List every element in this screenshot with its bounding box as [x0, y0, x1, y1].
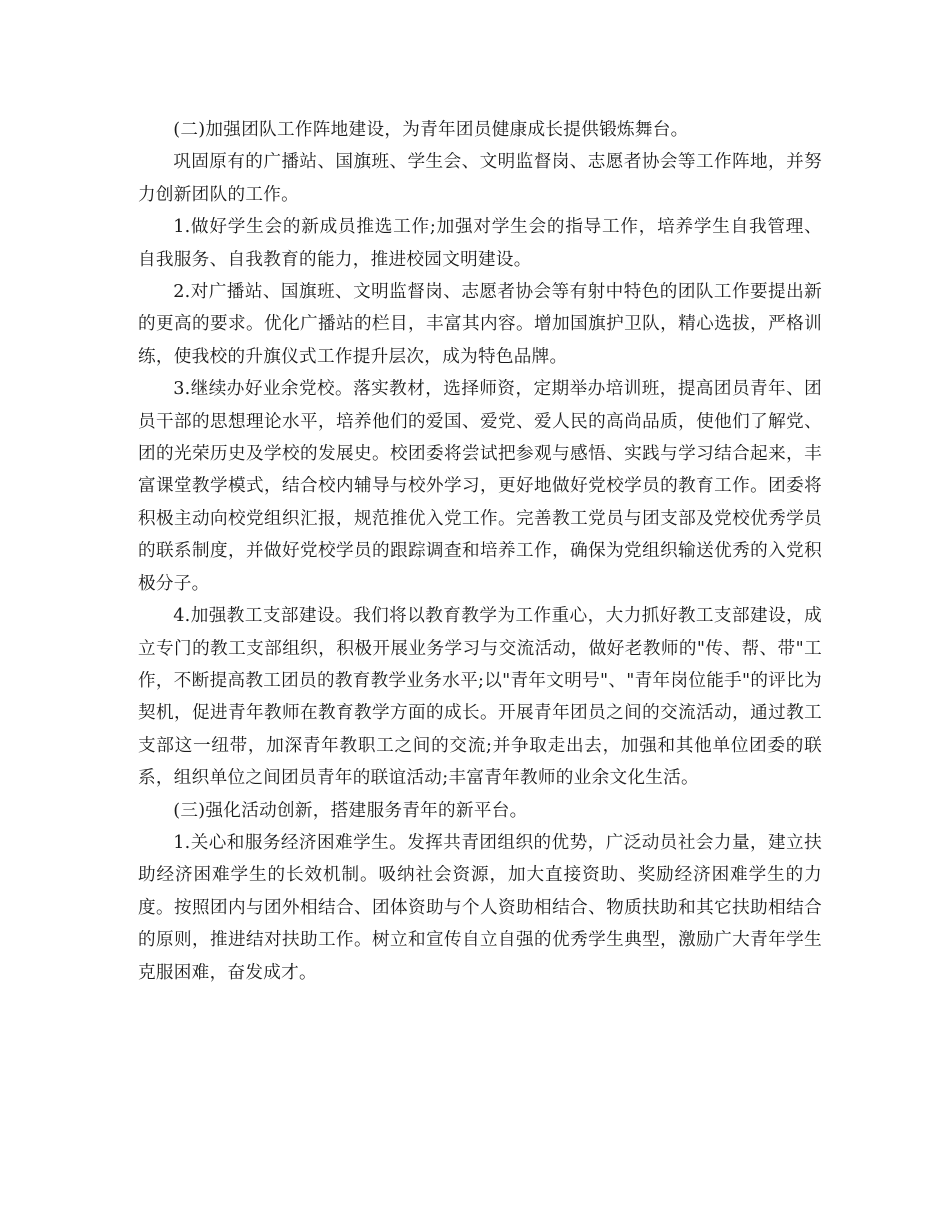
paragraph-item-5: 1.关心和服务经济困难学生。发挥共青团组织的优势，广泛动员社会力量，建立扶助经济困难学生的长效机制。吸纳社会资源，加大直接资助、奖励经济困难学生的力度。按照团内与团外相结合、团体资助与个人资助相结合、物质扶助和其它扶助相结合的原则，推进结对扶助工作。树立和宣传自立自强的优秀学生典型，激励广大青年学生克服困难，奋发成才。 — [138, 832, 822, 983]
section-heading-3: (三)强化活动创新，搭建服务青年的新平台。 — [173, 800, 528, 821]
paragraph-item-1: 1.做好学生会的新成员推选工作;加强对学生会的指导工作，培养学生自我管理、自我服务、自我教育的能力，推进校园文明建设。 — [138, 217, 822, 270]
document-body — [138, 114, 822, 989]
paragraph-item-3: 3.继续办好业余党校。落实教材，选择师资，定期举办培训班，提高团员青年、团员干部的思想理论水平，培养他们的爱国、爱党、爱人民的高尚品质，使他们了解党、团的光荣历史及学校的发展史。校团委将尝试把参观与感悟、实践与学习结合起来，丰富课堂教学模式，结合校内辅导与校外学习，更好地做好党校学员的教育工作。团委将积极主动向校党组织汇报，规范推优入党工作。完善教工党员与团支部及党校优秀学员的联系制度，并做好党校学员的跟踪调查和培养工作，确保为党组织输送优秀的入党积极分子。 — [138, 379, 822, 594]
section-heading-2: (二)加强团队工作阵地建设，为青年团员健康成长提供锻炼舞台。 — [173, 120, 689, 140]
paragraph-intro: 巩固原有的广播站、国旗班、学生会、文明监督岗、志愿者协会等工作阵地，并努力创新团队的工作。 — [138, 152, 822, 205]
paragraph-item-4: 4.加强教工支部建设。我们将以教育教学为工作重心，大力抓好教工支部建设，成立专门的教工支部组织，积极开展业务学习与交流活动，做好老教师的"传、帮、带"工作，不断提高教工团员的教育教学业务水平;以"青年文明号"、"青年岗位能手"的评比为契机，促进青年教师在教育教学方面的成长。开展青年团员之间的交流活动，通过教工支部这一纽带，加深青年教职工之间的交流;并争取走出去，加强和其他单位团委的联系，组织单位之间团员青年的联谊活动;丰富青年教师的业余文化生活。 — [138, 606, 822, 789]
paragraph-item-2: 2.对广播站、国旗班、文明监督岗、志愿者协会等有射中特色的团队工作要提出新的更高的要求。优化广播站的栏目，丰富其内容。增加国旗护卫队，精心选拔，严格训练，使我校的升旗仪式工作提升层次，成为特色品牌。 — [138, 282, 822, 367]
